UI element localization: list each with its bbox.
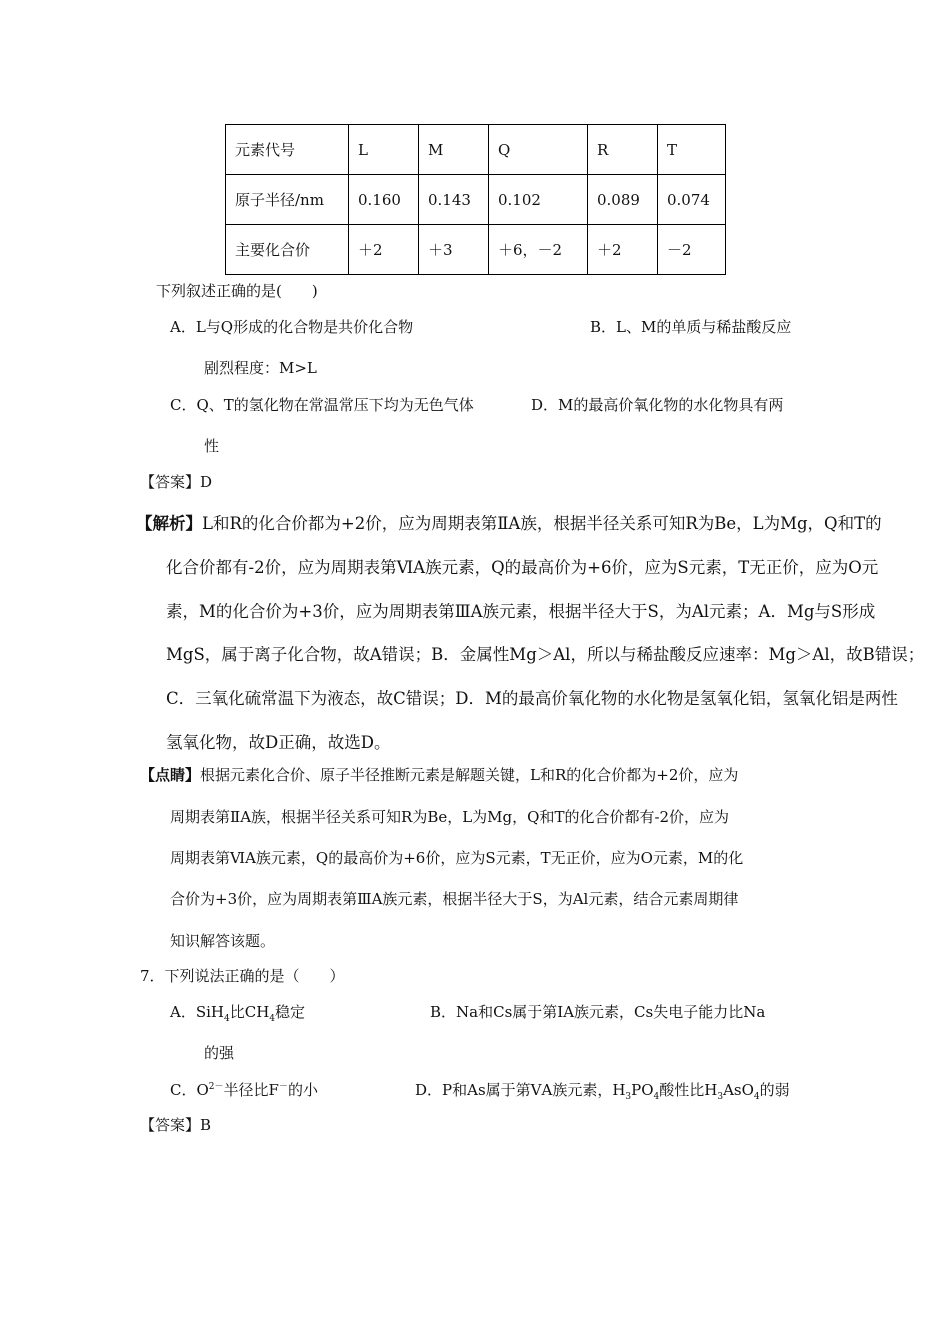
table-cell: 0.102 <box>489 175 588 225</box>
table-row <box>226 125 726 175</box>
answer-line <box>140 1114 211 1135</box>
table-cell: ＋2 <box>349 225 419 275</box>
table-cell: T <box>658 125 726 175</box>
option-d-cont: 性 <box>204 437 220 455</box>
table-cell: 0.089 <box>588 175 658 225</box>
point-line: 合价为+3价，应为周期表第ⅢA族元素，根据半径大于S，为Al元素，结合元素周期律 <box>170 890 739 908</box>
element-table <box>225 124 726 275</box>
option-c-text: C．O <box>170 1081 209 1099</box>
point-line: 周期表第ⅥA族元素，Q的最高价为+6价，应为S元素，T无正价，应为O元素，M的化 <box>170 849 744 867</box>
table-cell: 主要化合价 <box>226 225 349 275</box>
analysis-label: 【解析】 <box>136 514 202 533</box>
option-b-cont: 剧烈程度：M>L <box>204 359 317 377</box>
option-a-text: A．SiH <box>170 1003 224 1021</box>
subscript: 4 <box>224 1014 230 1024</box>
table-row <box>226 225 726 275</box>
table-cell: ＋2 <box>588 225 658 275</box>
option-b-cont: 的强 <box>204 1044 235 1062</box>
option-a-text: 比CH <box>229 1003 270 1021</box>
option-b: B．L、M的单质与稀盐酸反应 <box>590 318 792 336</box>
option-d: D．M的最高价氧化物的水化物具有两 <box>531 396 784 414</box>
subscript: 4 <box>653 1092 660 1102</box>
option-a <box>170 1001 305 1024</box>
table-cell: 0.160 <box>349 175 419 225</box>
analysis-line: MgS，属于离子化合物，故A错误；B．金属性Mg＞Al，所以与稀盐酸反应速率：Mg＞Al，故B错误； <box>166 645 925 664</box>
table-cell: ＋6，－2 <box>489 225 588 275</box>
table-cell: 0.143 <box>419 175 489 225</box>
option-a-text: 稳定 <box>275 1003 306 1021</box>
analysis-line: 氢氧化物，故D正确，故选D。 <box>166 733 391 752</box>
analysis-line: 素，M的化合价为+3价，应为周期表第ⅢA族元素，根据半径大于S，为Al元素；A．Mg与S形成 <box>166 602 876 621</box>
question-stem: 下列叙述正确的是( ) <box>156 282 318 300</box>
option-c-text: 的小 <box>287 1081 318 1099</box>
option-c: C．Q、T的氢化物在常温常压下均为无色气体 <box>170 396 474 414</box>
table-cell: Q <box>489 125 588 175</box>
analysis-line: C．三氧化硫常温下为液态，故C错误；D．M的最高价氧化物的水化物是氢氧化铝，氢氧化铝是两性 <box>166 689 898 708</box>
option-d-text: 酸性比H <box>659 1081 718 1099</box>
table-cell: R <box>588 125 658 175</box>
point-line <box>140 764 738 785</box>
option-d <box>415 1079 790 1102</box>
analysis-line <box>136 510 882 534</box>
option-c <box>170 1079 318 1100</box>
analysis-line: 化合价都有-2价，应为周期表第ⅥA族元素，Q的最高价为+6价，应为S元素，T无正价，应为O元 <box>166 558 879 577</box>
table-cell: 原子半径/nm <box>226 175 349 225</box>
subscript: 3 <box>625 1092 632 1102</box>
option-d-text: D．P和As属于第ⅤA族元素，H <box>415 1081 626 1099</box>
point-line: 周期表第ⅡA族，根据半径关系可知R为Be，L为Mg，Q和T的化合价都有-2价，应为 <box>170 808 730 826</box>
table-cell: M <box>419 125 489 175</box>
answer-label: 【答案】 <box>140 473 201 491</box>
option-a: A．L与Q形成的化合物是共价化合物 <box>170 318 414 336</box>
option-d-text: PO <box>631 1081 654 1099</box>
table-row <box>226 175 726 225</box>
table-cell: L <box>349 125 419 175</box>
question-stem: 7．下列说法正确的是（ ） <box>140 967 345 985</box>
subscript: 4 <box>753 1092 760 1102</box>
option-b: B．Na和Cs属于第ⅠA族元素，Cs失电子能力比Na <box>430 1003 766 1021</box>
answer-value: B <box>200 1116 212 1134</box>
superscript: 2－ <box>208 1082 224 1092</box>
point-line: 知识解答该题。 <box>170 932 276 950</box>
answer-line <box>140 471 212 492</box>
table-cell: ＋3 <box>419 225 489 275</box>
table-cell: 元素代号 <box>226 125 349 175</box>
superscript: － <box>278 1082 288 1092</box>
table-cell: 0.074 <box>658 175 726 225</box>
point-text: 根据元素化合价、原子半径推断元素是解题关键，L和R的化合价都为+2价，应为 <box>200 766 739 784</box>
option-d-text: 的弱 <box>759 1081 790 1099</box>
option-c-text: 半径比F <box>223 1081 279 1099</box>
subscript: 3 <box>717 1092 724 1102</box>
answer-label: 【答案】 <box>140 1116 201 1134</box>
option-d-text: AsO <box>723 1081 754 1099</box>
point-label: 【点睛】 <box>140 766 201 784</box>
answer-value: D <box>200 473 213 491</box>
subscript: 4 <box>269 1014 276 1024</box>
table-cell: －2 <box>658 225 726 275</box>
analysis-text: L和R的化合价都为+2价，应为周期表第ⅡA族，根据半径关系可知R为Be，L为Mg，Q和T的 <box>202 514 882 533</box>
